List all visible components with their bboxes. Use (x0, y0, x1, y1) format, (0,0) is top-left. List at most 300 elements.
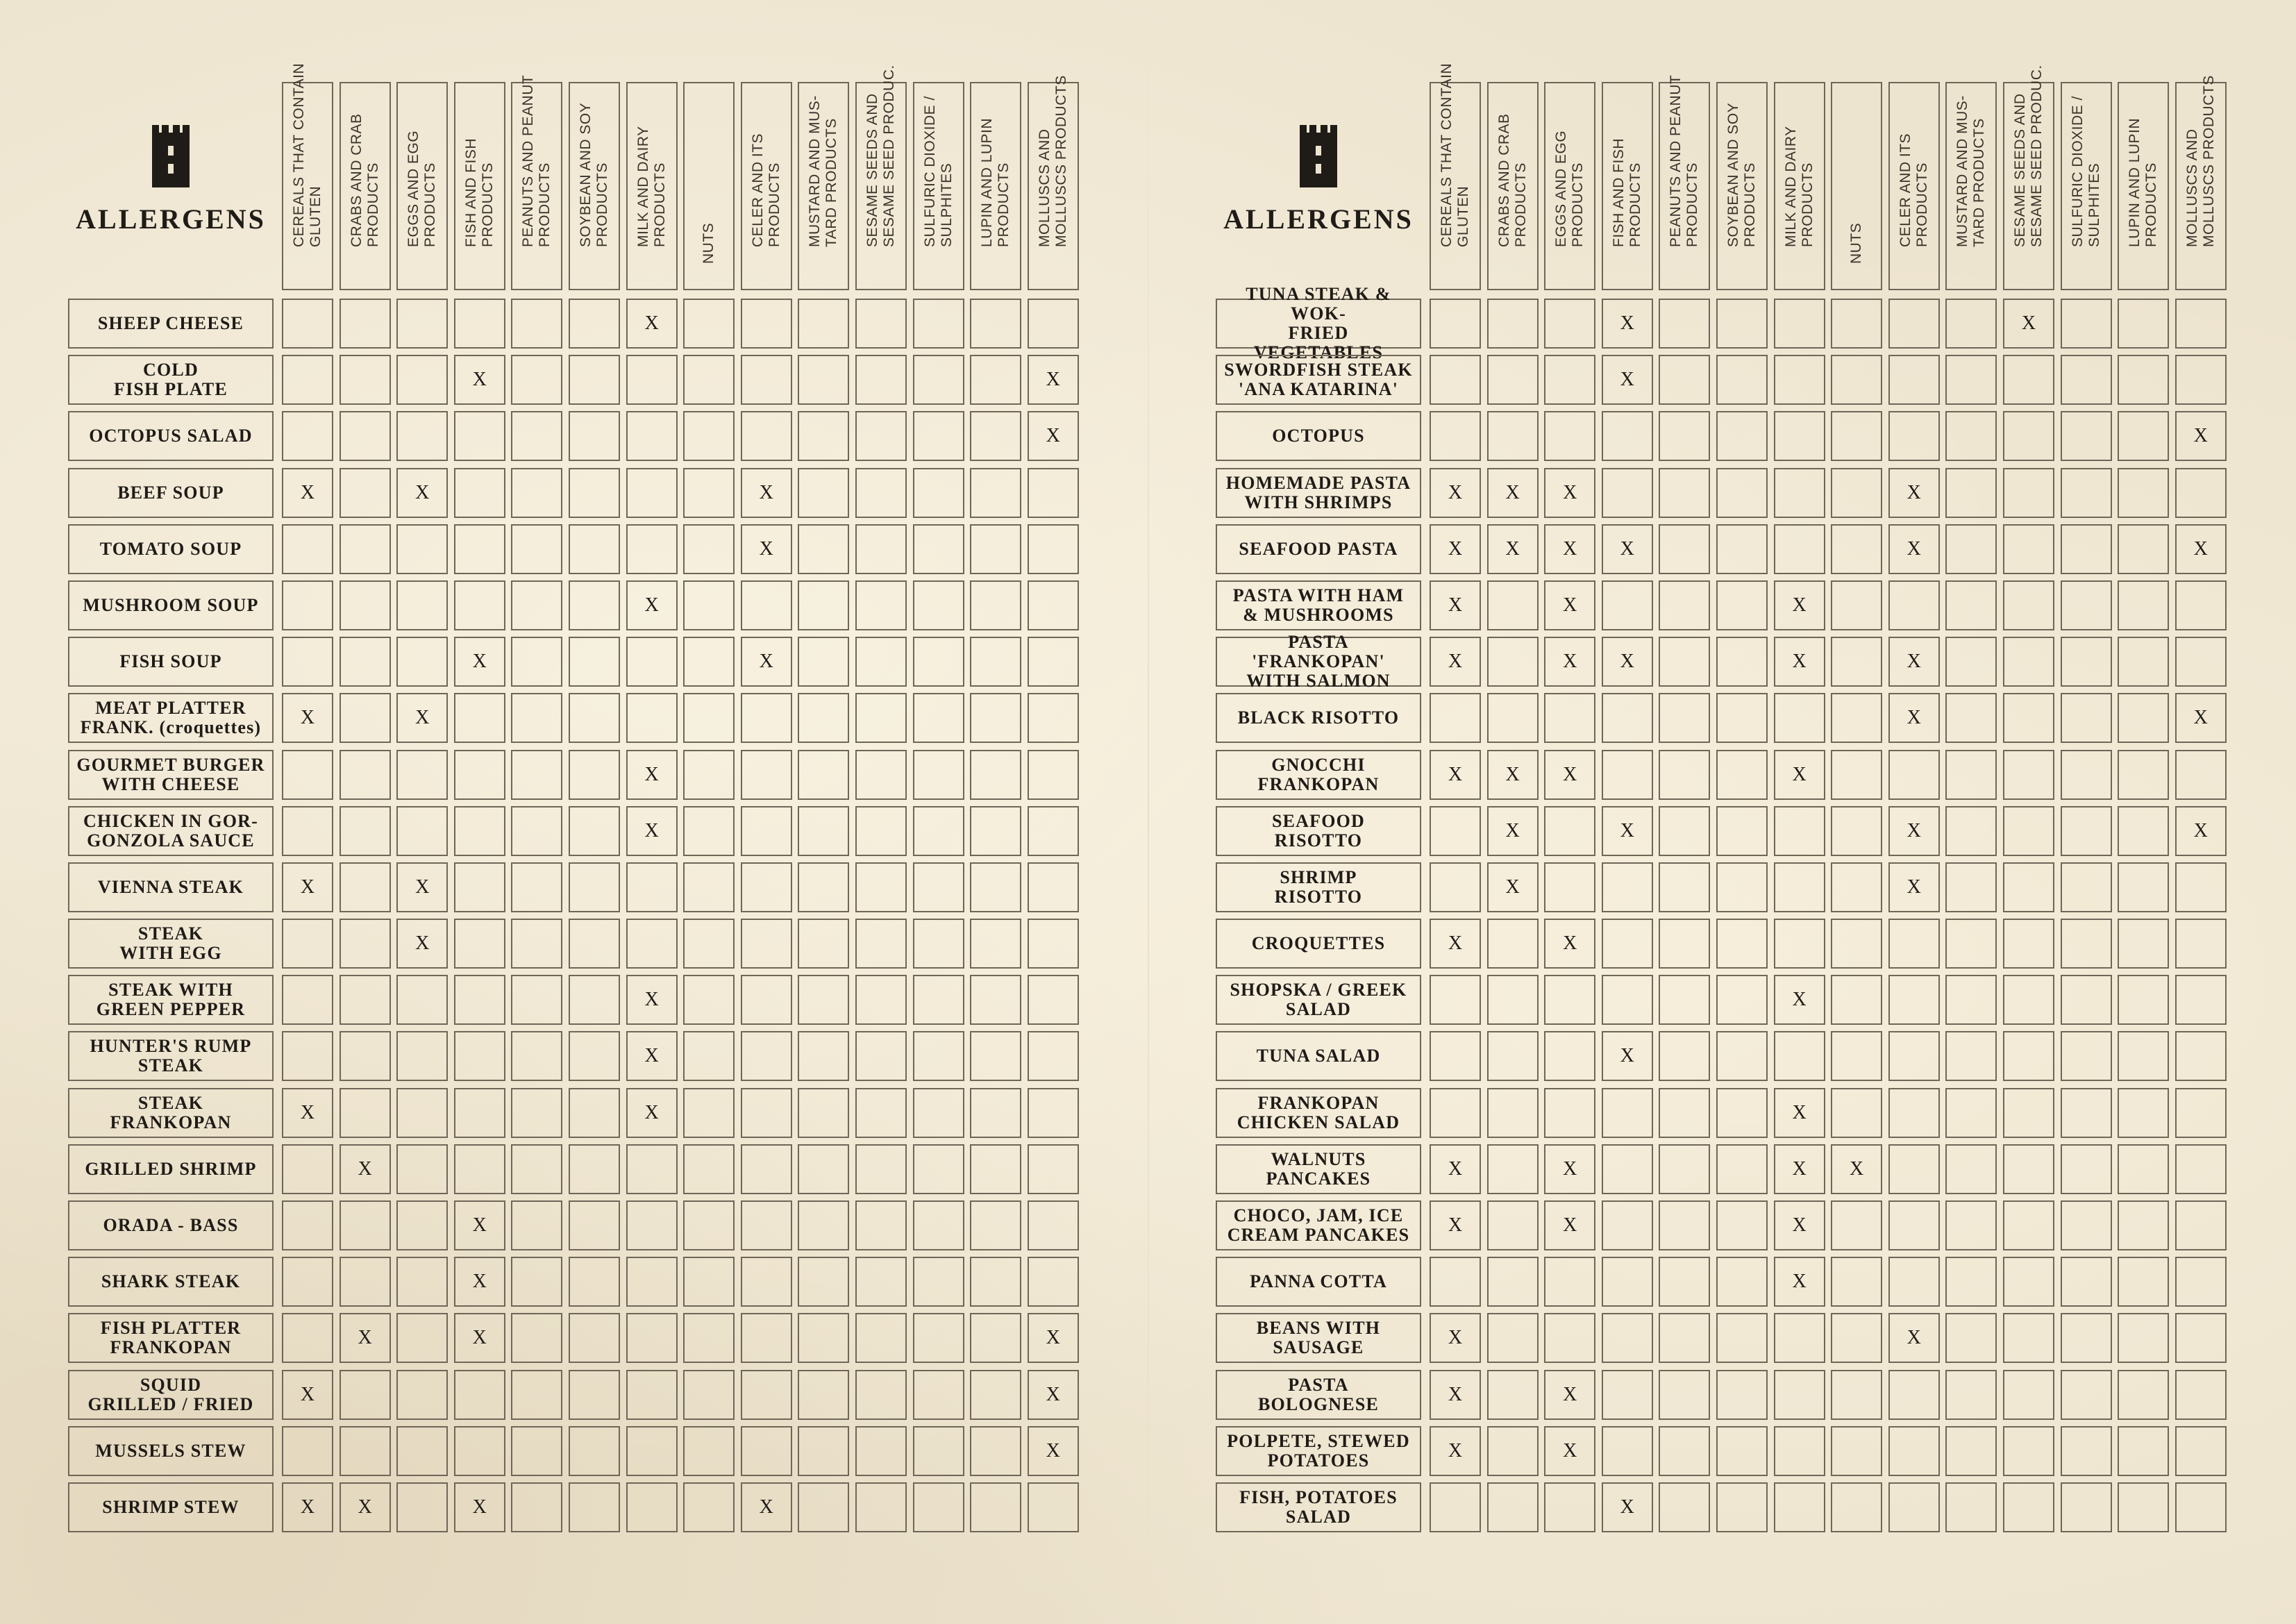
allergen-cell (1831, 1313, 1882, 1363)
allergen-cell (2061, 693, 2112, 743)
allergen-cell (569, 637, 620, 687)
allergen-cell (454, 919, 505, 969)
table-row (68, 1313, 1084, 1363)
allergen-cell (2003, 411, 2054, 461)
allergen-cell (2175, 1426, 2227, 1476)
allergen-cell (1716, 1257, 1768, 1307)
allergen-cell: X (1774, 637, 1825, 687)
allergen-cell (1659, 580, 1710, 630)
allergen-cell (626, 919, 678, 969)
table-row (1216, 1257, 2232, 1307)
allergen-cell (798, 468, 849, 518)
allergen-cell (1774, 806, 1825, 856)
allergen-cell (2118, 524, 2169, 574)
allergen-cell: X (626, 1088, 678, 1138)
allergen-cell (1487, 919, 1539, 969)
allergen-cell (855, 637, 907, 687)
table-row (68, 468, 1084, 518)
allergen-cell (1602, 1370, 1653, 1420)
allergen-cell: X (396, 862, 448, 912)
allergen-cell (340, 806, 391, 856)
allergen-cell: X (1544, 1426, 1595, 1476)
allergen-cell (2175, 1200, 2227, 1250)
allergen-cell (1831, 637, 1882, 687)
allergen-label: NUTS (1848, 222, 1865, 264)
allergen-cell (2003, 862, 2054, 912)
allergen-cell (1888, 1370, 1940, 1420)
allergen-cell (798, 1370, 849, 1420)
table-row (1216, 411, 2232, 461)
allergen-label: MILK AND DAIRY PRODUCTS (1782, 126, 1816, 247)
allergen-label: EGGS AND EGG PRODUCTS (405, 130, 439, 247)
allergen-cell (626, 862, 678, 912)
allergen-header (970, 82, 1021, 290)
allergen-cell (683, 806, 735, 856)
allergen-cell (1602, 1257, 1653, 1307)
allergen-cell (511, 1370, 562, 1420)
allergen-cell (1659, 1313, 1710, 1363)
allergen-cell (626, 524, 678, 574)
allergen-cell (913, 919, 964, 969)
allergen-cell (1487, 637, 1539, 687)
allergen-cell: X (1430, 637, 1481, 687)
allergen-cell (970, 693, 1021, 743)
allergen-cell (1888, 580, 1940, 630)
allergen-cell: X (1430, 919, 1481, 969)
allergen-cell (1888, 1088, 1940, 1138)
allergen-cell (1544, 411, 1595, 461)
allergen-cell: X (1544, 1370, 1595, 1420)
allergen-cell (1659, 750, 1710, 800)
allergen-cell: X (1774, 1144, 1825, 1194)
allergen-cell (2003, 1200, 2054, 1250)
allergen-cell (855, 1088, 907, 1138)
allergen-cell (1028, 299, 1079, 349)
allergen-cell: X (1888, 1313, 1940, 1363)
allergen-label: MILK AND DAIRY PRODUCTS (635, 126, 668, 247)
allergen-cell (2061, 355, 2112, 405)
allergen-cell (511, 1200, 562, 1250)
allergen-cell (340, 1031, 391, 1081)
allergen-cell (1716, 1482, 1768, 1532)
allergen-cell (454, 1426, 505, 1476)
allergen-cell (913, 1426, 964, 1476)
allergen-cell (1831, 524, 1882, 574)
allergen-cell (2061, 806, 2112, 856)
allergen-cell: X (2175, 806, 2227, 856)
allergen-cell (1774, 919, 1825, 969)
allergen-cell (1659, 693, 1710, 743)
allergen-cell (913, 355, 964, 405)
allergen-cell (1888, 299, 1940, 349)
allergen-cell (2003, 919, 2054, 969)
allergen-cell (511, 1144, 562, 1194)
allergen-cell (282, 355, 333, 405)
allergen-cell: X (741, 468, 792, 518)
allergen-label: CELER AND ITS PRODUCTS (1897, 133, 1930, 247)
dish-name: HUNTER'S RUMP STEAK (68, 1031, 274, 1081)
allergen-cell (683, 1257, 735, 1307)
dish-rows (1216, 284, 2232, 1539)
allergen-cell (1831, 468, 1882, 518)
allergen-cell (683, 1031, 735, 1081)
allergen-cell: X (1544, 580, 1595, 630)
allergen-cell (855, 975, 907, 1025)
allergen-cell (511, 580, 562, 630)
allergen-cell (855, 580, 907, 630)
allergen-header (396, 82, 448, 290)
allergen-label: CRABS AND CRAB PRODUCTS (1495, 113, 1529, 247)
table-row (1216, 284, 2232, 362)
allergen-cell (511, 750, 562, 800)
table-row (68, 750, 1084, 800)
allergen-cell (970, 862, 1021, 912)
allergen-cell (282, 1031, 333, 1081)
allergen-cell (340, 919, 391, 969)
allergen-cell: X (1544, 524, 1595, 574)
allergen-cell (396, 1426, 448, 1476)
allergen-cell: X (1888, 468, 1940, 518)
allergen-cell (970, 750, 1021, 800)
dish-name: SEAFOOD PASTA (1216, 524, 1421, 574)
allergen-cell (2118, 693, 2169, 743)
allergen-cell: X (1430, 1370, 1481, 1420)
allergen-cell (454, 580, 505, 630)
allergen-cell (2118, 299, 2169, 349)
allergen-cell (1487, 975, 1539, 1025)
allergen-cell (2003, 975, 2054, 1025)
allergen-cell (1716, 355, 1768, 405)
allergen-cell (340, 1088, 391, 1138)
allergen-cell (1544, 299, 1595, 349)
table-row (1216, 1482, 2232, 1532)
allergen-cell (913, 750, 964, 800)
dish-name: MUSSELS STEW (68, 1426, 274, 1476)
allergen-cell (396, 1088, 448, 1138)
allergen-cell (1602, 750, 1653, 800)
allergen-cell (1716, 299, 1768, 349)
allergen-cell (454, 750, 505, 800)
allergen-cell (798, 1144, 849, 1194)
allergen-cell: X (1544, 468, 1595, 518)
allergen-cell (1659, 919, 1710, 969)
allergen-cell (1487, 1200, 1539, 1250)
table-row (1216, 580, 2232, 630)
allergen-cell (1487, 1313, 1539, 1363)
allergen-cell (1831, 750, 1882, 800)
allergen-cell (2175, 355, 2227, 405)
allergen-cell (569, 468, 620, 518)
allergen-cell (1774, 862, 1825, 912)
allergen-cell (683, 580, 735, 630)
allergen-cell (741, 1257, 792, 1307)
allergen-label: NUTS (701, 222, 717, 264)
allergen-cell (970, 1482, 1021, 1532)
allergen-cell (2118, 355, 2169, 405)
dish-name: SQUID GRILLED / FRIED (68, 1370, 274, 1420)
allergen-cell: X (282, 1482, 333, 1532)
allergen-cell (282, 1313, 333, 1363)
dish-name: GOURMET BURGER WITH CHEESE (68, 750, 274, 800)
allergen-cell (454, 524, 505, 574)
allergen-cell (282, 1200, 333, 1250)
allergen-cell (1659, 806, 1710, 856)
allergen-cell (2003, 637, 2054, 687)
allergen-cell (1602, 693, 1653, 743)
allergen-cell (569, 1031, 620, 1081)
allergen-cell (970, 1313, 1021, 1363)
allergen-cell (1487, 1031, 1539, 1081)
allergen-cell (1774, 1031, 1825, 1081)
allergen-cell (569, 524, 620, 574)
allergen-cell (2175, 299, 2227, 349)
allergen-cell (454, 299, 505, 349)
dish-name: BEANS WITH SAUSAGE (1216, 1313, 1421, 1363)
allergen-cell (2118, 975, 2169, 1025)
allergen-cell (855, 862, 907, 912)
dish-name: SHOPSKA / GREEK SALAD (1216, 975, 1421, 1025)
allergen-cell (913, 1031, 964, 1081)
allergen-cell (798, 1313, 849, 1363)
allergen-header (855, 65, 907, 290)
dish-name: MEAT PLATTER FRANK. (croquettes) (68, 693, 274, 743)
allergen-cell (741, 1313, 792, 1363)
allergen-cell (913, 1482, 964, 1532)
allergen-cell (1487, 1370, 1539, 1420)
allergen-cell: X (454, 1200, 505, 1250)
allergen-cell: X (454, 637, 505, 687)
allergen-cell (282, 1426, 333, 1476)
allergen-cell (1028, 1088, 1079, 1138)
table-row (1216, 1426, 2232, 1476)
allergen-cell (340, 299, 391, 349)
allergen-cell (511, 1031, 562, 1081)
allergen-cell (855, 1313, 907, 1363)
allergen-cell (1602, 411, 1653, 461)
allergen-cell (855, 1257, 907, 1307)
allergen-cell (1602, 1144, 1653, 1194)
allergen-cell (683, 524, 735, 574)
dish-name: SHRIMP RISOTTO (1216, 862, 1421, 912)
allergen-cell (340, 862, 391, 912)
allergen-cell: X (282, 1088, 333, 1138)
table-row (68, 637, 1084, 687)
allergen-cell (282, 806, 333, 856)
allergen-cell (683, 411, 735, 461)
allergen-cell (1028, 806, 1079, 856)
allergen-cell (2061, 750, 2112, 800)
dish-name: TUNA STEAK & WOK- FRIED VEGETABLES (1216, 299, 1421, 349)
allergen-cell (454, 1144, 505, 1194)
allergen-cell (1774, 693, 1825, 743)
allergen-cell (340, 468, 391, 518)
allergen-cell (1945, 1313, 1997, 1363)
allergen-cell (913, 806, 964, 856)
allergen-cell (1430, 975, 1481, 1025)
table-row (68, 1370, 1084, 1420)
allergen-cell: X (396, 919, 448, 969)
allergen-cell (855, 919, 907, 969)
allergen-cell: X (626, 580, 678, 630)
allergen-cell (1831, 1200, 1882, 1250)
allergen-cell (741, 1031, 792, 1081)
allergen-cell (1430, 693, 1481, 743)
allergen-cell: X (1028, 355, 1079, 405)
allergen-cell (683, 750, 735, 800)
allergen-cell (1659, 524, 1710, 574)
allergen-cell (970, 1200, 1021, 1250)
allergen-cell (1430, 806, 1481, 856)
allergen-cell (1430, 299, 1481, 349)
allergen-cell (683, 355, 735, 405)
allergen-cell (1659, 411, 1710, 461)
table-row (68, 693, 1084, 743)
dish-name: FISH PLATTER FRANKOPAN (68, 1313, 274, 1363)
allergen-cell (855, 750, 907, 800)
allergen-cell: X (1544, 1144, 1595, 1194)
allergen-cell (1831, 806, 1882, 856)
allergen-cell (569, 975, 620, 1025)
allergen-cell (970, 524, 1021, 574)
allergen-cell (2118, 1482, 2169, 1532)
allergen-header (913, 82, 964, 290)
allergen-cell (340, 1426, 391, 1476)
allergen-cell (1716, 919, 1768, 969)
allergen-cell (1659, 1031, 1710, 1081)
allergen-cell (1602, 1313, 1653, 1363)
allergen-header (1831, 82, 1882, 290)
tower-icon (1297, 125, 1340, 187)
allergen-header (1945, 82, 1997, 290)
allergen-header (2003, 65, 2054, 290)
allergen-cell (970, 411, 1021, 461)
allergen-cell (626, 1313, 678, 1363)
dish-name: GRILLED SHRIMP (68, 1144, 274, 1194)
allergen-cell (396, 1313, 448, 1363)
allergen-cell (798, 862, 849, 912)
allergen-cell (569, 919, 620, 969)
allergen-cell (569, 806, 620, 856)
table-row (1216, 862, 2232, 912)
allergen-cell (683, 637, 735, 687)
allergen-cell (798, 1200, 849, 1250)
dish-name: GNOCCHI FRANKOPAN (1216, 750, 1421, 800)
allergen-cell (1487, 580, 1539, 630)
table-row (1216, 975, 2232, 1025)
allergen-cell (798, 1257, 849, 1307)
allergen-cell (1659, 468, 1710, 518)
dish-name: PASTA BOLOGNESE (1216, 1370, 1421, 1420)
allergen-cell (798, 693, 849, 743)
allergen-cell (1945, 299, 1997, 349)
allergen-cell (970, 1031, 1021, 1081)
allergen-cell (2061, 919, 2112, 969)
allergen-cell (1487, 1144, 1539, 1194)
allergen-cell (2003, 1144, 2054, 1194)
allergen-cell (396, 637, 448, 687)
allergen-cell (626, 693, 678, 743)
allergen-cell (798, 299, 849, 349)
allergen-cell (855, 355, 907, 405)
allergen-label: SULFURIC DIOXIDE / SULPHITES (2069, 96, 2102, 247)
allergen-cell (1831, 1088, 1882, 1138)
allergen-cell (1430, 1088, 1481, 1138)
allergen-cell: X (1544, 919, 1595, 969)
dish-name: SEAFOOD RISOTTO (1216, 806, 1421, 856)
allergen-cell (1716, 750, 1768, 800)
allergen-cell (2003, 1313, 2054, 1363)
allergen-cell (282, 750, 333, 800)
allergen-cell (798, 1482, 849, 1532)
allergen-cell: X (396, 468, 448, 518)
allergen-cell (2175, 580, 2227, 630)
allergen-cell (1945, 637, 1997, 687)
allergen-cell (1831, 580, 1882, 630)
allergen-cell: X (282, 693, 333, 743)
allergen-cell (1831, 862, 1882, 912)
allergen-cell (511, 1426, 562, 1476)
allergen-cell (1028, 975, 1079, 1025)
allergen-cell: X (1774, 1200, 1825, 1250)
table-row (68, 919, 1084, 969)
allergen-cell (569, 1426, 620, 1476)
allergen-cell (970, 806, 1021, 856)
page-fold (1148, 0, 1149, 1624)
allergen-cell (340, 355, 391, 405)
allergen-cell (626, 411, 678, 461)
allergen-cell (798, 919, 849, 969)
allergen-cell (1487, 1426, 1539, 1476)
allergen-cell (1544, 693, 1595, 743)
allergen-cell (1028, 1482, 1079, 1532)
page-title: ALLERGENS (1223, 203, 1414, 235)
dish-name: STEAK WITH GREEN PEPPER (68, 975, 274, 1025)
allergen-header (1544, 82, 1595, 290)
allergen-cell: X (1602, 1482, 1653, 1532)
allergen-cell (2118, 862, 2169, 912)
allergen-label: SESAME SEEDS AND SESAME SEED PRODUC. (2011, 65, 2045, 247)
allergen-cell (2003, 1088, 2054, 1138)
allergen-cell: X (1888, 862, 1940, 912)
allergen-cell (2003, 806, 2054, 856)
allergen-cell: X (1430, 1200, 1481, 1250)
allergen-cell (2118, 806, 2169, 856)
allergen-cell (1659, 1200, 1710, 1250)
allergen-cell (970, 1257, 1021, 1307)
allergen-header (741, 82, 792, 290)
allergen-cell (2061, 1257, 2112, 1307)
allergen-cell (2061, 1426, 2112, 1476)
allergen-cell (798, 637, 849, 687)
dish-name: ORADA - BASS (68, 1200, 274, 1250)
allergen-cell (1716, 411, 1768, 461)
allergen-cell (340, 1257, 391, 1307)
allergen-cell (1659, 862, 1710, 912)
allergen-cell: X (2175, 693, 2227, 743)
allergen-cell (1659, 975, 1710, 1025)
allergen-cell (511, 693, 562, 743)
allergen-cell (1659, 1426, 1710, 1476)
allergen-cell (626, 1257, 678, 1307)
allergen-cell: X (1028, 411, 1079, 461)
allergen-cell (2118, 750, 2169, 800)
allergen-cell: X (1544, 1200, 1595, 1250)
table-row (68, 1257, 1084, 1307)
table-row (1216, 919, 2232, 969)
allergen-cell: X (1602, 299, 1653, 349)
allergen-cell (1945, 1088, 1997, 1138)
allergen-cell (970, 975, 1021, 1025)
